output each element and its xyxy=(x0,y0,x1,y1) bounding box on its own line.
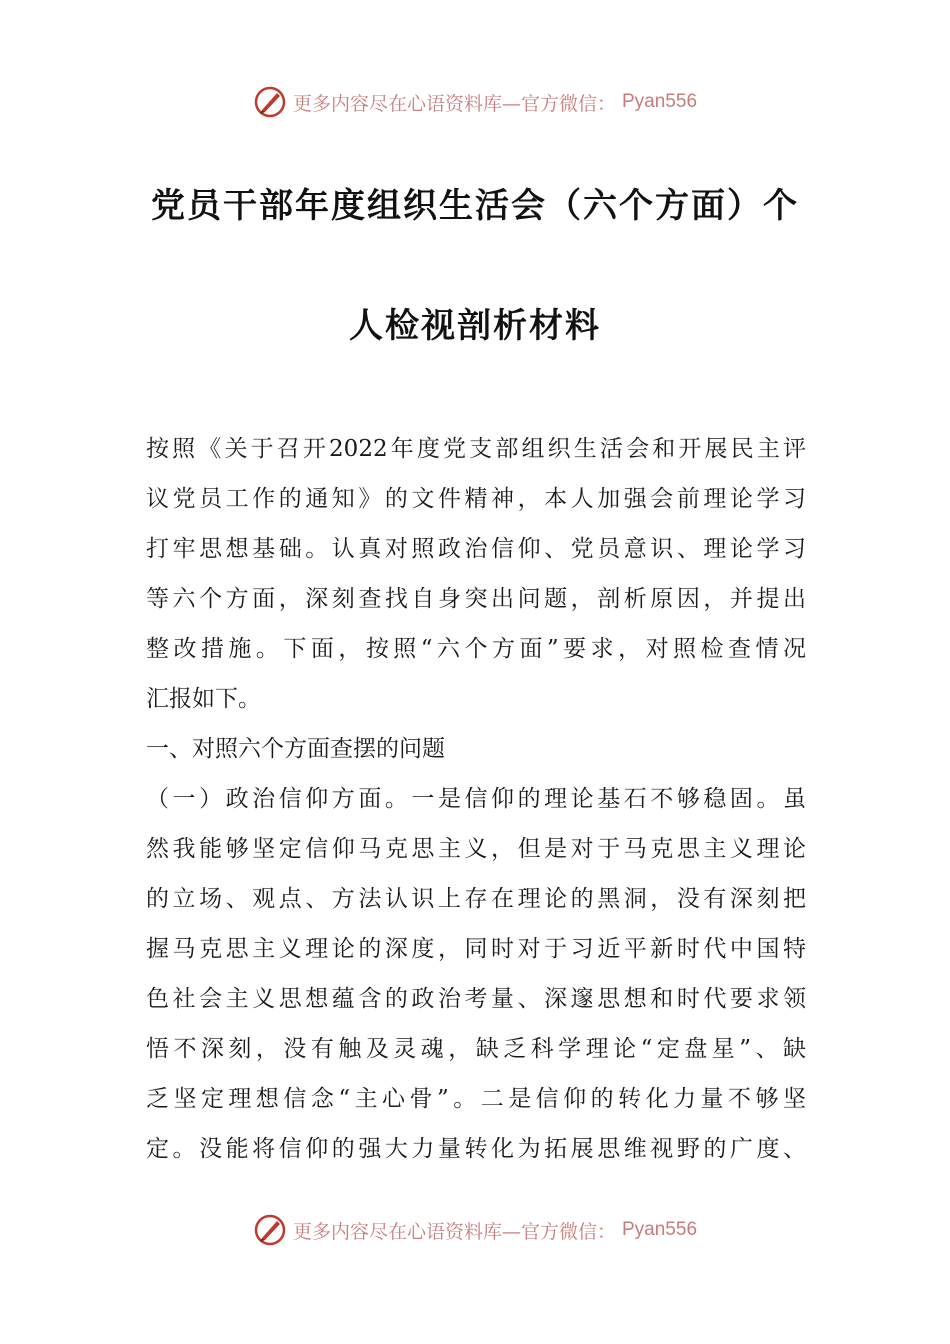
footer-watermark-banner xyxy=(0,1210,950,1250)
document-title-line-1: 党员干部年度组织生活会（六个方面）个 xyxy=(151,186,799,226)
body-line: （一）政治信仰方面。一是信仰的理论基石不够稳固。虽 xyxy=(146,786,806,812)
body-line: 悟不深刻，没有触及灵魂，缺乏科学理论“定盘星”、缺 xyxy=(146,1036,806,1062)
body-line: 议党员工作的通知》的文件精神，本人加强会前理论学习 xyxy=(146,486,806,512)
body-line: 汇报如下。 xyxy=(146,686,261,712)
pen-logo-icon xyxy=(253,1213,287,1247)
body-line: 然我能够坚定信仰马克思主义，但是对于马克思主义理论 xyxy=(146,836,806,862)
body-line: 色社会主义思想蕴含的政治考量、深邃思想和时代要求领 xyxy=(146,986,806,1012)
section-heading: 一、对照六个方面查摆的问题 xyxy=(146,736,445,762)
banner-text: 更多内容尽在心语资料库—官方微信： xyxy=(292,1220,616,1243)
banner-text: 更多内容尽在心语资料库—官方微信： xyxy=(292,92,616,115)
body-line: 乏坚定理想信念“主心骨”。二是信仰的转化力量不够坚 xyxy=(146,1086,806,1112)
document-body xyxy=(146,424,806,1174)
body-line: 定。没能将信仰的强大力量转化为拓展思维视野的广度、 xyxy=(146,1136,806,1162)
body-line: 打牢思想基础。认真对照政治信仰、党员意识、理论学习 xyxy=(146,536,806,562)
body-line: 按照《关于召开2022年度党支部组织生活会和开展民主评 xyxy=(146,436,806,462)
banner-wechat-id: Pyan556 xyxy=(622,1219,698,1240)
body-line: 的立场、观点、方法认识上存在理论的黑洞，没有深刻把 xyxy=(146,886,806,912)
body-line: 等六个方面，深刻查找自身突出问题，剖析原因，并提出 xyxy=(146,586,806,612)
banner-wechat-id: Pyan556 xyxy=(622,91,698,112)
body-line: 握马克思主义理论的深度，同时对于习近平新时代中国特 xyxy=(146,936,806,962)
header-watermark-banner xyxy=(0,82,950,122)
pen-logo-icon xyxy=(253,85,287,119)
document-title-line-2: 人检视剖析材料 xyxy=(349,306,601,346)
body-line: 整改措施。下面，按照“六个方面”要求，对照检查情况 xyxy=(146,636,806,662)
